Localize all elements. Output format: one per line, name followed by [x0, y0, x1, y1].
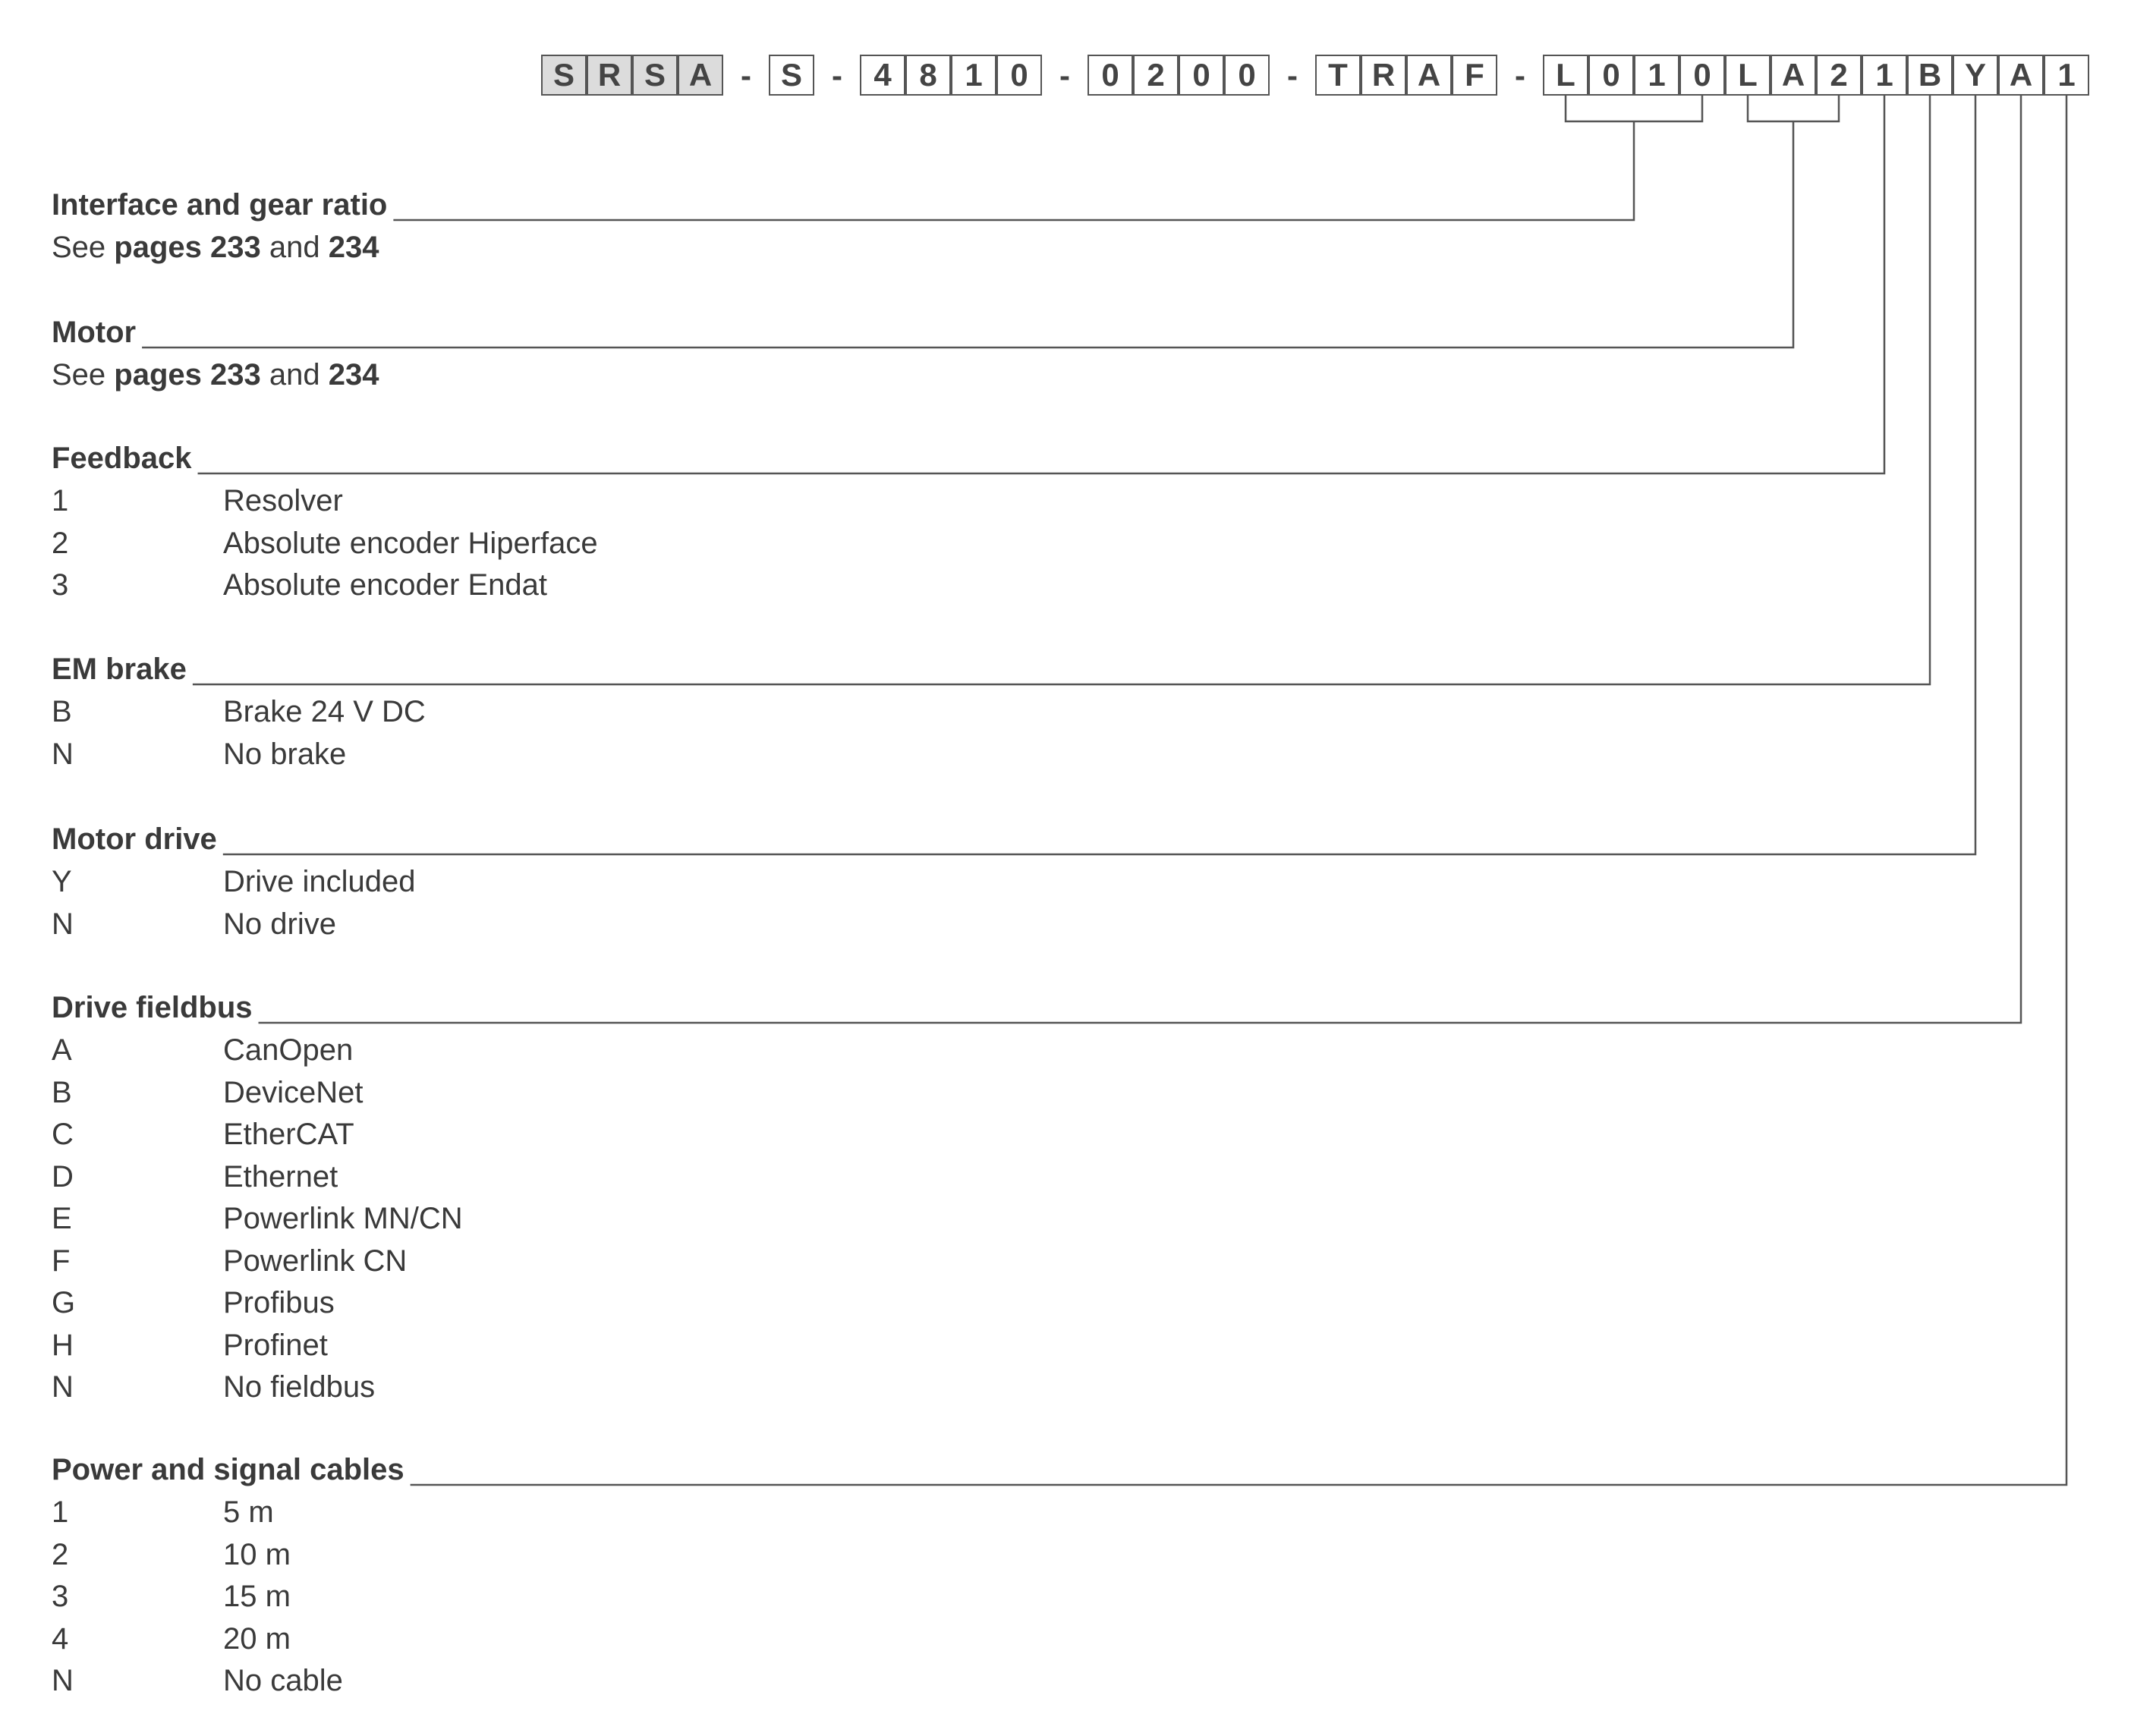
reference-bold2: 234 — [328, 358, 379, 392]
code-separator: - — [1515, 58, 1525, 93]
variant-code-char: T — [1315, 55, 1361, 96]
interface-bracket — [1566, 96, 1702, 121]
config-code-char: 0 — [1679, 55, 1725, 96]
drive-fieldbus-option-label: Profibus — [223, 1286, 335, 1319]
config-code-char: B — [1907, 55, 1953, 96]
power-signal-cables-option-label: 5 m — [223, 1495, 274, 1529]
drive-fieldbus-option-label: Powerlink CN — [223, 1244, 408, 1278]
size-code-char: S — [769, 55, 814, 96]
drive-fieldbus-option-code: D — [52, 1159, 74, 1194]
motor-title: Motor — [52, 316, 137, 349]
drive-fieldbus-option-label: Profinet — [223, 1328, 328, 1362]
feedback-title: Feedback — [52, 442, 192, 475]
motor-drive-leader — [223, 96, 1975, 854]
reference-prefix: See — [52, 231, 115, 264]
drive-fieldbus-option-code: C — [52, 1118, 74, 1151]
drive-fieldbus-option-label: Ethernet — [223, 1159, 338, 1194]
feedback-option-code: 1 — [52, 484, 69, 517]
variant-code-char: A — [1406, 55, 1452, 96]
reference-bold1: pages 233 — [114, 231, 261, 264]
interface-gear-ratio-reference — [52, 232, 379, 263]
drive-fieldbus-option-label: CanOpen — [223, 1033, 354, 1067]
feedback-option-label: Resolver — [223, 484, 343, 517]
reference-bold1: pages 233 — [114, 358, 261, 392]
stroke-code-char: 8 — [905, 55, 951, 96]
motor-drive-option-code: N — [52, 907, 74, 941]
speed-code-char: 2 — [1133, 55, 1179, 96]
drive-fieldbus-option-code: A — [52, 1033, 72, 1067]
variant-code-char: F — [1452, 55, 1497, 96]
stroke-code-char: 1 — [951, 55, 996, 96]
power-signal-cables-title: Power and signal cables — [52, 1453, 404, 1486]
interface-gear-ratio-leader — [393, 121, 1634, 220]
feedback-option-label: Absolute encoder Endat — [223, 568, 547, 602]
drive-fieldbus-option-label: EtherCAT — [223, 1118, 354, 1151]
reference-prefix: See — [52, 358, 115, 392]
motor-bracket — [1748, 96, 1839, 121]
config-code-char: A — [1998, 55, 2044, 96]
speed-code-char: 0 — [1224, 55, 1270, 96]
drive-fieldbus-option-code: F — [52, 1244, 71, 1278]
speed-code-char: 0 — [1179, 55, 1224, 96]
config-code-char: Y — [1953, 55, 1998, 96]
code-separator: - — [832, 58, 842, 93]
feedback-option-label: Absolute encoder Hiperface — [223, 526, 598, 560]
stroke-code-char: 4 — [860, 55, 905, 96]
drive-fieldbus-option-label: Powerlink MN/CN — [223, 1202, 463, 1235]
model-prefix-char: R — [587, 55, 632, 96]
motor-drive-option-label: No drive — [223, 907, 336, 941]
drive-fieldbus-option-code: H — [52, 1328, 74, 1362]
model-prefix-char: S — [632, 55, 678, 96]
config-code-char: L — [1543, 55, 1588, 96]
motor-reference — [52, 360, 379, 390]
drive-fieldbus-option-code: E — [52, 1202, 72, 1235]
power-signal-cables-option-label: 20 m — [223, 1621, 291, 1656]
motor-drive-option-label: Drive included — [223, 865, 416, 898]
config-code-char: 1 — [2044, 55, 2089, 96]
model-prefix-char: S — [541, 55, 587, 96]
code-separator: - — [1287, 58, 1298, 93]
model-prefix-char: A — [678, 55, 723, 96]
motor-drive-title: Motor drive — [52, 822, 217, 856]
drive-fieldbus-option-code: N — [52, 1370, 74, 1404]
drive-fieldbus-option-code: B — [52, 1075, 72, 1109]
power-signal-cables-option-code: 4 — [52, 1621, 69, 1656]
interface-gear-ratio-title: Interface and gear ratio — [52, 188, 388, 222]
config-code-char: L — [1725, 55, 1771, 96]
code-separator: - — [741, 58, 751, 93]
feedback-leader — [198, 96, 1884, 473]
power-signal-cables-leader — [411, 96, 2066, 1485]
power-signal-cables-option-code: 2 — [52, 1537, 69, 1571]
power-signal-cables-option-code: 3 — [52, 1580, 69, 1613]
em-brake-option-code: B — [52, 695, 72, 728]
motor-drive-option-code: Y — [52, 865, 72, 898]
feedback-option-code: 2 — [52, 526, 69, 560]
config-code-char: 2 — [1816, 55, 1862, 96]
drive-fieldbus-option-label: DeviceNet — [223, 1075, 364, 1109]
drive-fieldbus-title: Drive fieldbus — [52, 991, 253, 1024]
config-code-char: 1 — [1634, 55, 1679, 96]
power-signal-cables-option-code: 1 — [52, 1495, 69, 1529]
config-code-char: 1 — [1862, 55, 1907, 96]
reference-mid: and — [260, 358, 329, 392]
em-brake-option-code: N — [52, 737, 74, 771]
code-separator: - — [1059, 58, 1070, 93]
drive-fieldbus-option-label: No fieldbus — [223, 1370, 376, 1404]
drive-fieldbus-option-code: G — [52, 1286, 76, 1319]
config-code-char: 0 — [1588, 55, 1634, 96]
em-brake-title: EM brake — [52, 653, 187, 686]
variant-code-char: R — [1361, 55, 1406, 96]
speed-code-char: 0 — [1088, 55, 1133, 96]
power-signal-cables-option-label: 15 m — [223, 1580, 291, 1613]
power-signal-cables-option-label: 10 m — [223, 1537, 291, 1571]
reference-mid: and — [260, 231, 329, 264]
feedback-option-code: 3 — [52, 568, 69, 602]
em-brake-option-label: No brake — [223, 737, 347, 771]
stroke-code-char: 0 — [996, 55, 1042, 96]
power-signal-cables-option-label: No cable — [223, 1664, 343, 1697]
power-signal-cables-option-code: N — [52, 1664, 74, 1697]
em-brake-option-label: Brake 24 V DC — [223, 695, 426, 728]
config-code-char: A — [1771, 55, 1816, 96]
reference-bold2: 234 — [328, 231, 379, 264]
motor-leader — [142, 121, 1793, 348]
